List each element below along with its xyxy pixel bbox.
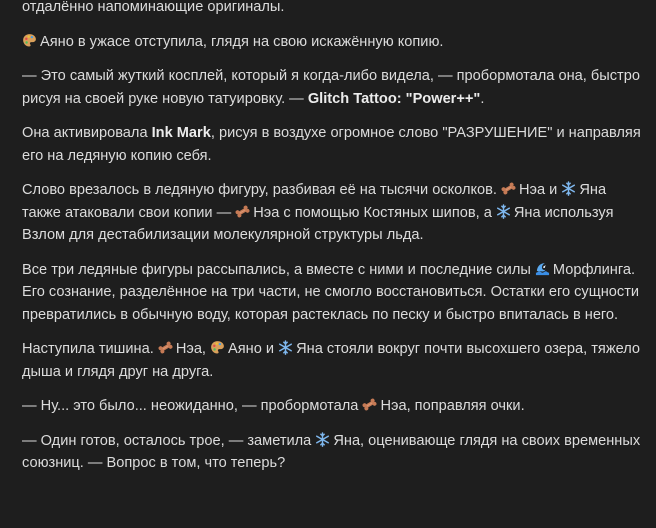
paragraph-text: Яна также атаковали свои копии — <box>22 182 607 221</box>
artist-palette-icon <box>22 33 37 48</box>
character-name-ayano: Аяно <box>40 33 74 50</box>
ink-mark-term: Ink Mark <box>151 125 211 141</box>
water-wave-icon <box>535 261 550 276</box>
artist-palette-icon <box>210 340 225 355</box>
paragraph-text: Морфлинга. Его сознание, разделённое на три части, не смогло восстановиться. Остатки его сущности превратились в обычную воду, которая растеклась по песку и быстро впиталась в него. <box>22 261 640 323</box>
paragraph-text: Яна, оценивающе глядя на своих временных союзниц. — Вопрос в том, что теперь? <box>22 432 641 471</box>
paragraph-text: . <box>480 90 485 107</box>
paragraph <box>22 65 642 110</box>
paragraph <box>22 122 642 167</box>
paragraph-text: , рисуя в воздухе огромное слово "РАЗРУШЕНИЕ" и направляя его на ледяную копию себя. <box>22 125 641 164</box>
paragraph-text: Нэа, поправляя очки. <box>380 398 525 414</box>
paragraph-text: Яна используя Взлом для дестабилизации молекулярной структуры льда. <box>22 204 614 243</box>
paragraph-text: Наступила тишина. <box>22 341 158 357</box>
paragraph <box>22 179 642 247</box>
paragraph-text: Нэа с помощью Костяных шипов, а <box>253 204 496 221</box>
paragraph <box>22 395 642 418</box>
paragraph-text: Яна стояли вокруг почти высохшего озера, тяжело дыша и глядя друг на друга. <box>22 341 641 380</box>
paragraph-text: — Ну... это было... неожиданно, — пробормотала <box>22 398 363 414</box>
paragraph-text: отдалённо напоминающие оригиналы. <box>22 0 285 15</box>
paragraph-text: Она активировала <box>22 125 152 141</box>
snowflake-icon <box>496 204 511 219</box>
snowflake-icon <box>315 432 330 447</box>
story-text <box>22 0 642 487</box>
paragraph <box>22 0 642 19</box>
paragraph-text: Аяно и <box>228 341 279 357</box>
paragraph-text: Слово врезалось в ледяную фигуру, разбивая её на тысячи осколков. <box>22 182 501 198</box>
snowflake-icon <box>278 340 293 355</box>
paragraph <box>22 31 642 54</box>
bone-icon <box>501 181 516 196</box>
paragraph-text: в ужасе отступила, глядя на свою искажённую копию. <box>73 33 444 50</box>
snowflake-icon <box>561 181 576 196</box>
paragraph <box>22 338 642 383</box>
paragraph-text: — Это самый жуткий косплей, который я когда-либо видела, — пробормотала она, быстро рисуя на своей руке новую татуировку. — <box>22 68 640 107</box>
paragraph <box>22 259 642 327</box>
paragraph-text: Нэа, <box>175 341 211 357</box>
bone-icon <box>158 340 173 355</box>
paragraph <box>22 430 642 475</box>
paragraph-text: — Один готов, осталось трое, — заметила <box>22 432 316 449</box>
bone-icon <box>362 397 377 412</box>
paragraph-text: Все три ледяные фигуры рассыпались, а вместе с ними и последние силы <box>22 261 535 278</box>
glitch-tattoo-term: Glitch Tattoo: "Power++" <box>307 90 481 107</box>
paragraph-text: Нэа и <box>519 182 562 198</box>
bone-icon <box>235 204 250 219</box>
